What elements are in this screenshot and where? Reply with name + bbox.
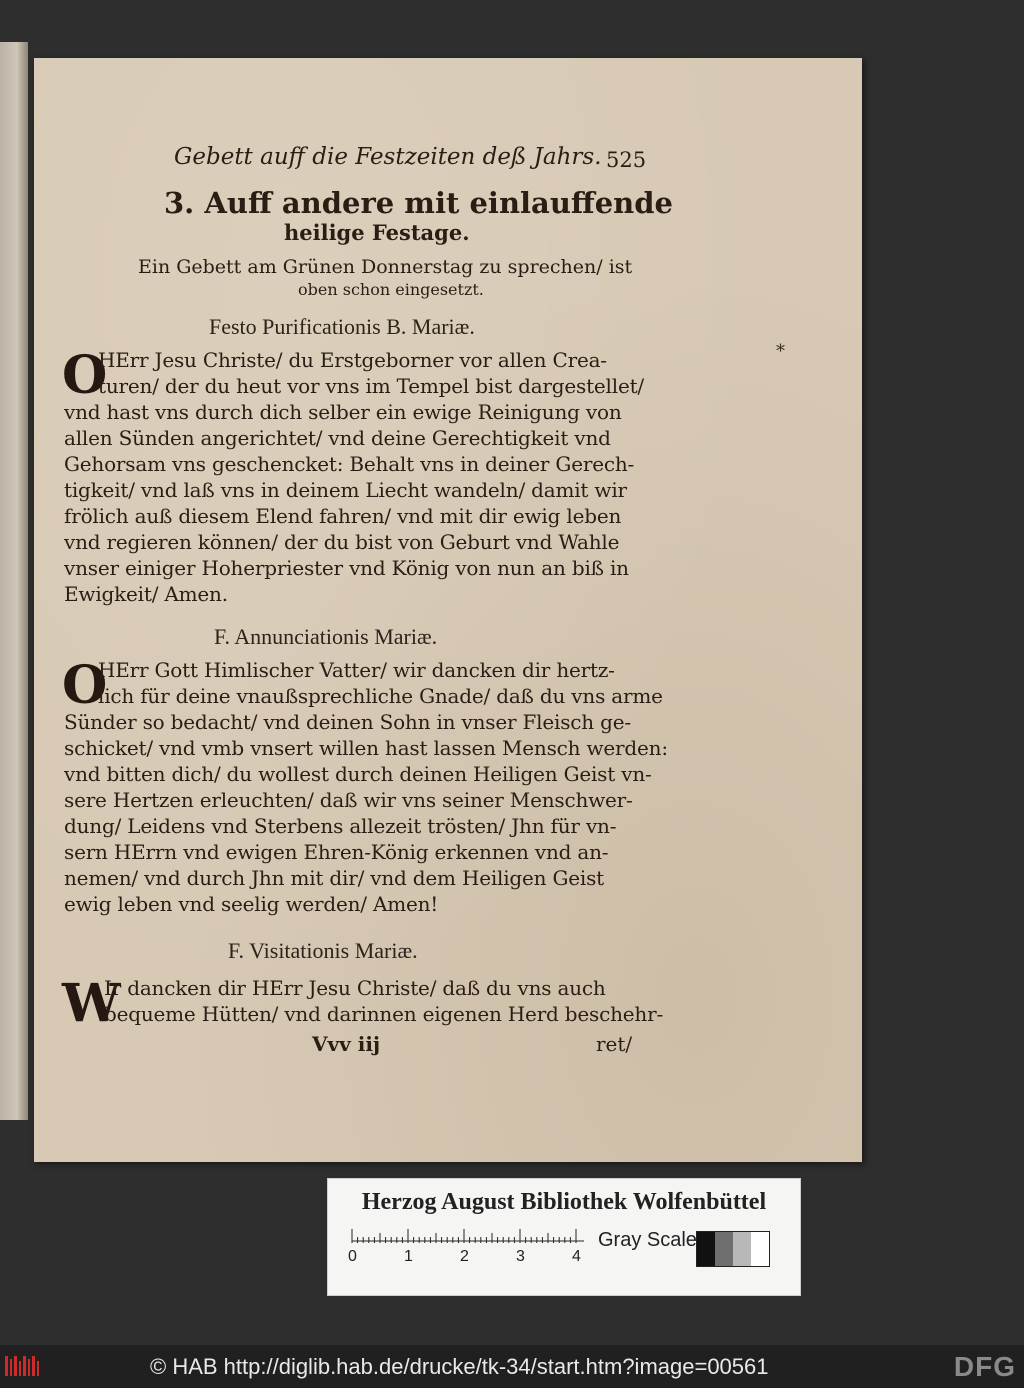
gray-patch-light (733, 1232, 751, 1266)
page-number: 525 (606, 148, 647, 172)
left-page-edge (0, 42, 28, 1120)
prayer-line: schicket/ vnd vmb vnsert willen hast lassen Mensch werden: (64, 736, 668, 760)
drop-initial: O (62, 345, 108, 406)
gray-patch-black (697, 1232, 715, 1266)
prayer-line: vnser einiger Hoherpriester vnd König von nun an biß in (64, 556, 629, 580)
drop-initial: O (62, 655, 108, 716)
ruler-label: 1 (404, 1248, 413, 1265)
margin-mark: * (776, 341, 785, 362)
prayer-line: allen Sünden angerichtet/ vnd deine Gerechtigkeit vnd (64, 426, 611, 450)
prayer-line: vnd bitten dich/ du wollest durch deinen Heiligen Geist vn- (64, 762, 652, 786)
footer-bar (0, 1345, 1024, 1388)
note-line-1: Ein Gebett am Grünen Donnerstag zu sprechen/ ist (138, 256, 633, 278)
gray-patch-white (751, 1232, 769, 1266)
dfg-logo: DFG (953, 1351, 1016, 1382)
section-title-line-2: heilige Festage. (284, 220, 470, 245)
prayer-line: HErr Jesu Christe/ du Erstgeborner vor allen Crea- (98, 348, 607, 372)
centimeter-ruler (350, 1227, 590, 1263)
prayer-line: turen/ der du heut vor vns im Tempel bist dargestellet/ (98, 374, 644, 398)
prayer-line: bequeme Hütten/ vnd darinnen eigenen Herd beschehr- (104, 1002, 664, 1026)
library-color-card (327, 1178, 801, 1296)
running-head: Gebett auff die Festzeiten deß Jahrs. (174, 144, 602, 170)
prayer-line: lich für deine vnaußsprechliche Gnade/ daß du vns arme (98, 684, 663, 708)
prayer-line: frölich auß diesem Elend fahren/ vnd mit dir ewig leben (64, 504, 622, 528)
prayer-line: HErr Gott Himlischer Vatter/ wir dancken dir hertz- (98, 658, 615, 682)
prayer-line: Ewigkeit/ Amen. (64, 582, 228, 606)
prayer-purification (62, 345, 664, 612)
prayer-line: nemen/ vnd durch Jhn mit dir/ vnd dem Heiligen Geist (64, 866, 605, 890)
prayer-heading-annunciation: F. Annunciationis Mariæ. (214, 624, 438, 649)
prayer-line: Gehorsam vns geschencket: Behalt vns in deiner Gerech- (64, 452, 635, 476)
copyright-url-text[interactable]: © HAB http://diglib.hab.de/drucke/tk-34/start.htm?image=00561 (150, 1354, 769, 1379)
prayer-line: dung/ Leidens vnd Sterbens allezeit trösten/ Jhn für vn- (64, 814, 617, 838)
note-line-2: oben schon eingesetzt. (298, 280, 484, 299)
gray-scale-patches (696, 1231, 770, 1267)
prayer-annunciation (62, 655, 668, 928)
drop-initial: W (62, 973, 121, 1034)
book-page (34, 58, 862, 1162)
prayer-line: vnd regieren können/ der du bist von Geburt vnd Wahle (64, 530, 620, 554)
ruler-label: 3 (516, 1248, 525, 1265)
gray-patch-dark (715, 1232, 733, 1266)
prayer-line: Ir dancken dir HErr Jesu Christe/ daß du vns auch (104, 976, 606, 1000)
library-card-title: Herzog August Bibliothek Wolfenbüttel (361, 1189, 767, 1215)
prayer-line: sere Hertzen erleuchten/ daß wir vns seiner Menschwer- (64, 788, 633, 812)
ruler-label: 2 (460, 1248, 469, 1265)
prayer-heading-visitation: F. Visitationis Mariæ. (228, 938, 418, 963)
ruler-label: 4 (572, 1248, 581, 1265)
gray-scale-label: Gray Scale (598, 1229, 697, 1251)
hab-barcode-logo-icon (4, 1353, 44, 1379)
catchword: ret/ (596, 1032, 633, 1056)
prayer-heading-purification: Festo Purificationis B. Mariæ. (209, 314, 475, 339)
prayer-line: Sünder so bedacht/ vnd deinen Sohn in vnser Fleisch ge- (64, 710, 631, 734)
prayer-line: sern HErrn vnd ewigen Ehren-König erkennen vnd an- (64, 840, 609, 864)
section-title-line-1: 3. Auff andere mit einlauffende (164, 186, 673, 220)
signature-mark: Vvv iij (312, 1032, 381, 1056)
prayer-line: tigkeit/ vnd laß vns in deinem Liecht wandeln/ damit wir (64, 478, 627, 502)
ruler-label: 0 (348, 1248, 357, 1265)
prayer-line: vnd hast vns durch dich selber ein ewige Reinigung von (64, 400, 622, 424)
prayer-visitation (62, 973, 664, 1034)
prayer-line: ewig leben vnd seelig werden/ Amen! (64, 892, 439, 916)
